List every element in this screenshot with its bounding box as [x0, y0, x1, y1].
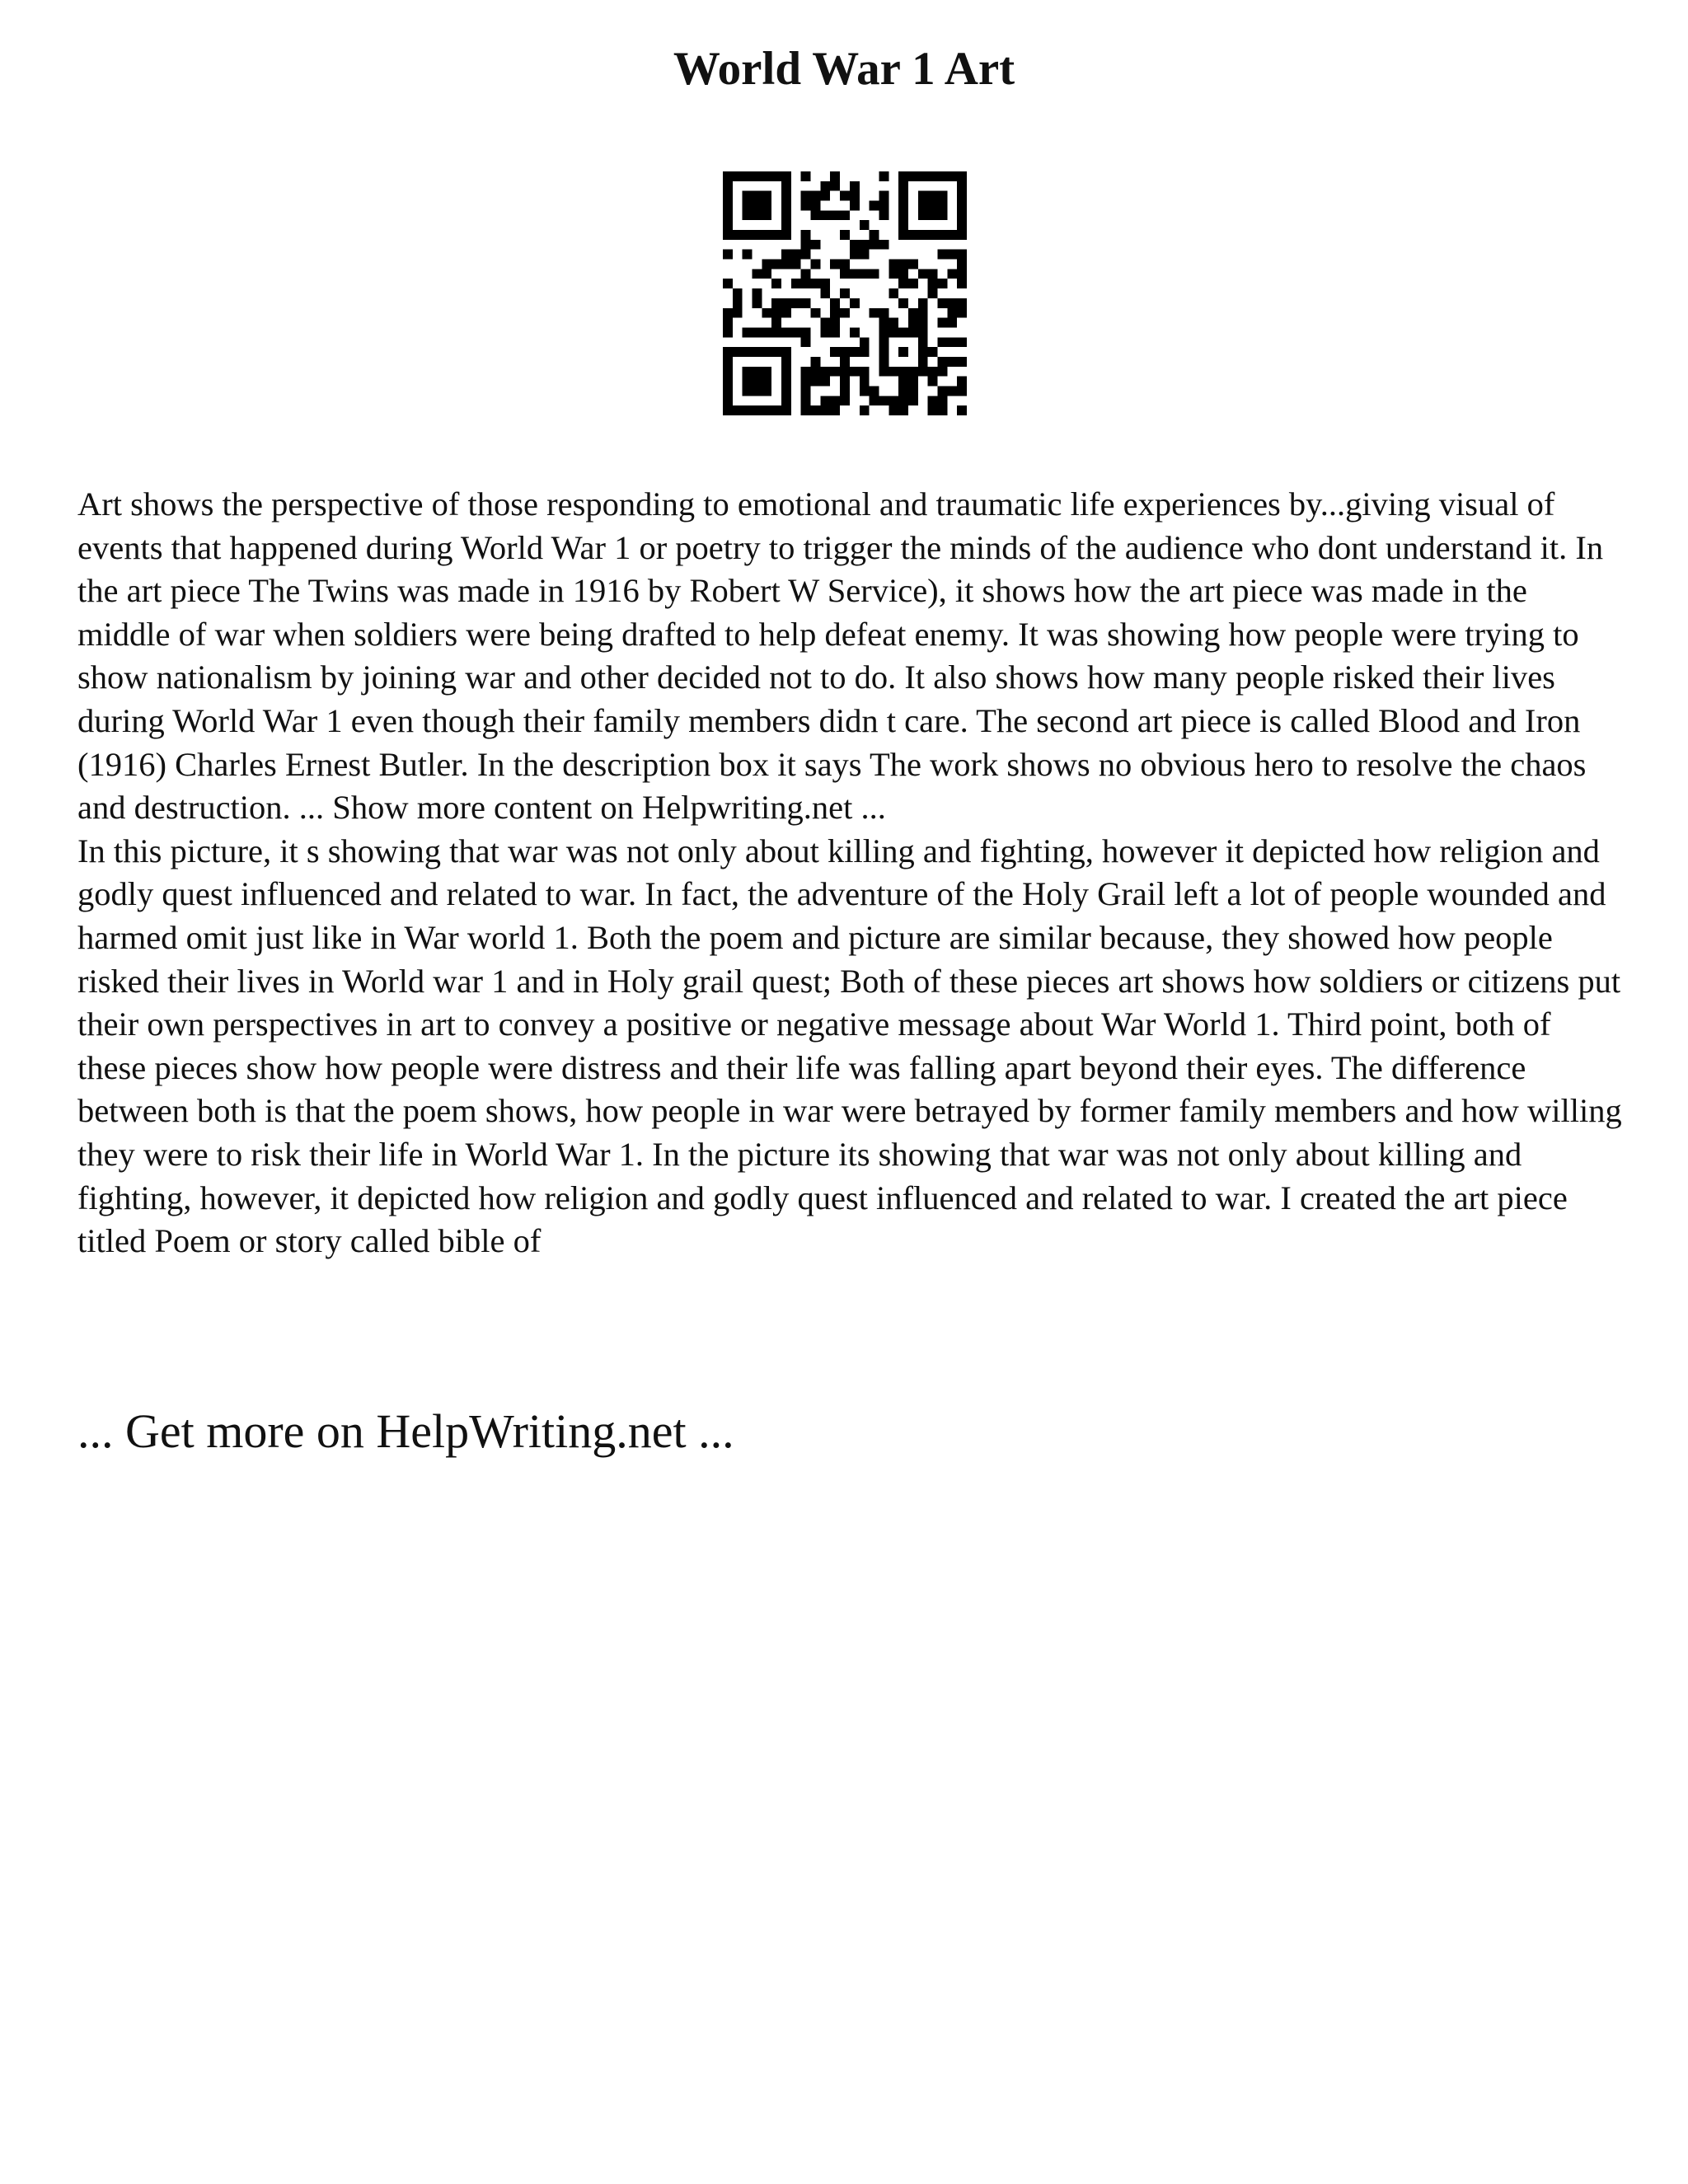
paragraph: Art shows the perspective of those responding to emotional and traumatic life experiences by...giving visual of events that happened during World War 1 or poetry to trigger the minds of the audience who dont understand it. In the art piece The Twins was made in 1916 by Robert W Service), it shows how the art piece was made in the middle of war when soldiers were being drafted to help defeat enemy. It was showing how people were trying to show nationalism by joining war and other decided not to do. It also shows how many people risked their lives during World War 1 even though their family members didn t care. The second art piece is called Blood and Iron (1916) Charles Ernest Butler. In the description box it says The work shows no obvious hero to resolve the chaos and destruction. ... Show more content on Helpwriting.net ... — [77, 485, 1604, 827]
article-body — [77, 483, 1627, 1263]
page-title: World War 1 Art — [673, 43, 1015, 95]
paragraph: In this picture, it s showing that war was not only about killing and fighting, however it depicted how religion and godly quest influenced and related to war. In fact, the adventure of the Holy Grail left a lot of people wounded and harmed omit just like in War world 1. Both the poem and picture are similar because, they showed how people risked their lives in World war 1 and in Holy grail quest; Both of these pieces art shows how soldiers or citizens put their own perspectives in art to convey a positive or negative message about War World 1. Third point, both of these pieces show how people were distress and their life was falling apart beyond their eyes. The difference between both is that the poem shows, how people in war were betrayed by former family members and how willing they were to risk their life in World War 1. In the picture its showing that war was not only about killing and fighting, however, it depicted how religion and godly quest influenced and related to war. I created the art piece titled Poem or story called bible of — [77, 832, 1622, 1260]
get-more-link[interactable]: ... Get more on HelpWriting.net ... — [77, 1404, 734, 1458]
qr-code-icon[interactable] — [723, 171, 967, 415]
